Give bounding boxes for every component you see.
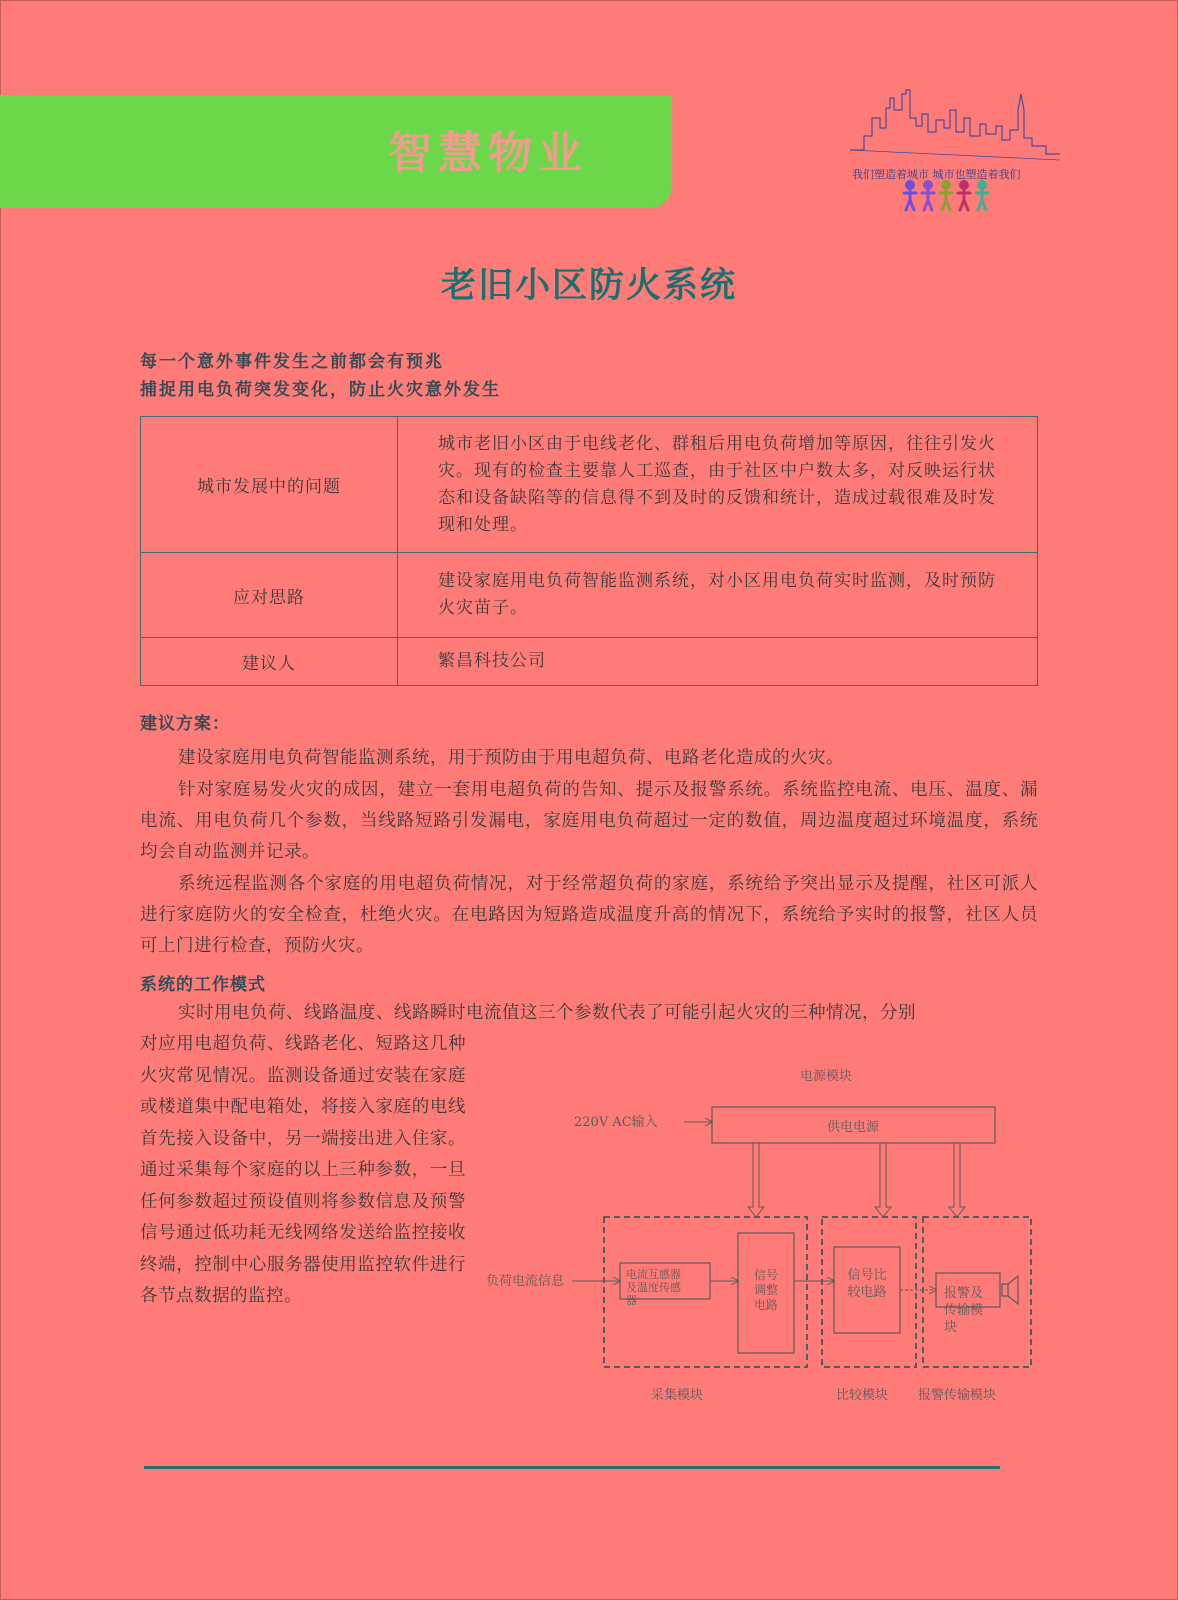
- info-table: [140, 416, 1038, 686]
- table-value: 建设家庭用电负荷智能监测系统，对小区用电负荷实时监测，及时预防火灾苗子。: [398, 553, 1038, 638]
- header-banner: [0, 95, 672, 208]
- sensor-line-1: 电流互感器: [626, 1268, 681, 1281]
- table-value: 繁昌科技公司: [398, 638, 1038, 686]
- compare-line-2: 较电路: [847, 1285, 887, 1300]
- comparison-module-label: 比较模块: [836, 1388, 889, 1403]
- table-row: [141, 638, 1038, 686]
- footer-divider: [144, 1466, 1000, 1469]
- plan-paragraph-3: 系统远程监测各个家庭的用电超负荷情况，对于经常超负荷的家庭，系统给予突出显示及提醒，社区可派人进行家庭防火的安全检查，杜绝火灾。在电路因为短路造成温度升高的情况下，系统给予实时的报警，社区人员可上门进行检查，预防火灾。: [140, 874, 1038, 956]
- alarm-line-1: 报警及: [944, 1286, 984, 1301]
- signal-cond-line-3: 电路: [753, 1298, 779, 1312]
- city-skyline-logo: [850, 88, 1060, 170]
- alarm-module-label: 报警传输模块: [918, 1388, 997, 1403]
- sensor-line-3: 器: [626, 1294, 637, 1307]
- table-row: [141, 417, 1038, 553]
- signal-cond-line-1: 信号: [753, 1268, 779, 1282]
- mode-body: 对应用电超负荷、线路老化、短路这几种火灾常见情况。监测设备通过安装在家庭或楼道集中配电箱处，将接入家庭的电线首先接入设备中，另一端接出进入住家。通过采集每个家庭的以上三种参数，一旦任何参数超过预设值则将参数信息及预警信号通过低功耗无线网络发送给监控接收终端，控制中心服务器使用监控软件进行各节点数据的监控。: [140, 1034, 466, 1306]
- signal-cond-line-2: 调整: [753, 1283, 779, 1297]
- plan-paragraph-1: 建设家庭用电负荷智能监测系统，用于预防由于用电超负荷、电路老化造成的火灾。: [178, 748, 844, 768]
- page-title: 老旧小区防火系统: [440, 266, 737, 306]
- slogan: 我们塑造着城市 城市也塑造着我们: [852, 168, 1021, 181]
- power-supply-label: 供电电源: [826, 1120, 880, 1135]
- alarm-line-3: 块: [944, 1320, 958, 1335]
- table-value: 城市老旧小区由于电线老化、群租后用电负荷增加等原因，往往引发火灾。现有的检查主要靠人工巡查，由于社区中户数太多，对反映运行状态和设备缺陷等的信息得不到及时的反馈和统计，造成过载很难及时发现和处理。: [398, 417, 1038, 553]
- load-current-info-label: 负荷电流信息: [486, 1274, 565, 1289]
- speaker-icon: [1002, 1276, 1018, 1304]
- power-module-label: 电源模块: [799, 1069, 853, 1084]
- ac-input-label: 220V AC输入: [574, 1115, 658, 1130]
- power-feed-arrows: [748, 1143, 965, 1217]
- mode-intro: 实时用电负荷、线路温度、线路瞬时电流值这三个参数代表了可能引起火灾的三种情况，分别: [178, 1003, 916, 1023]
- table-key: 建议人: [141, 638, 398, 686]
- plan-heading: 建议方案：: [140, 714, 230, 734]
- sensor-line-2: 及温度传感: [626, 1281, 681, 1294]
- banner-title: 智慧物业: [388, 128, 588, 179]
- acquisition-module-label: 采集模块: [651, 1388, 704, 1403]
- table-key: 应对思路: [141, 553, 398, 638]
- plan-paragraph-2: 针对家庭易发火灾的成因，建立一套用电超负荷的告知、提示及报警系统。系统监控电流、电压、温度、漏电流、用电负荷几个参数，当线路短路引发漏电，家庭用电负荷超过一定的数值，周边温度超过环境温度，系统均会自动监测并记录。: [140, 780, 1038, 862]
- mode-heading: 系统的工作模式: [140, 975, 266, 995]
- table-row: [141, 553, 1038, 638]
- compare-line-1: 信号比: [847, 1268, 887, 1283]
- alarm-line-2: 传输模: [944, 1303, 984, 1318]
- table-key: 城市发展中的问题: [141, 417, 398, 553]
- system-block-diagram: [486, 1065, 1056, 1410]
- people-icon: [902, 180, 1012, 212]
- subtitle-2: 捕捉用电负荷突发变化，防止火灾意外发生: [140, 380, 501, 400]
- subtitle-1: 每一个意外事件发生之前都会有预兆: [140, 352, 444, 372]
